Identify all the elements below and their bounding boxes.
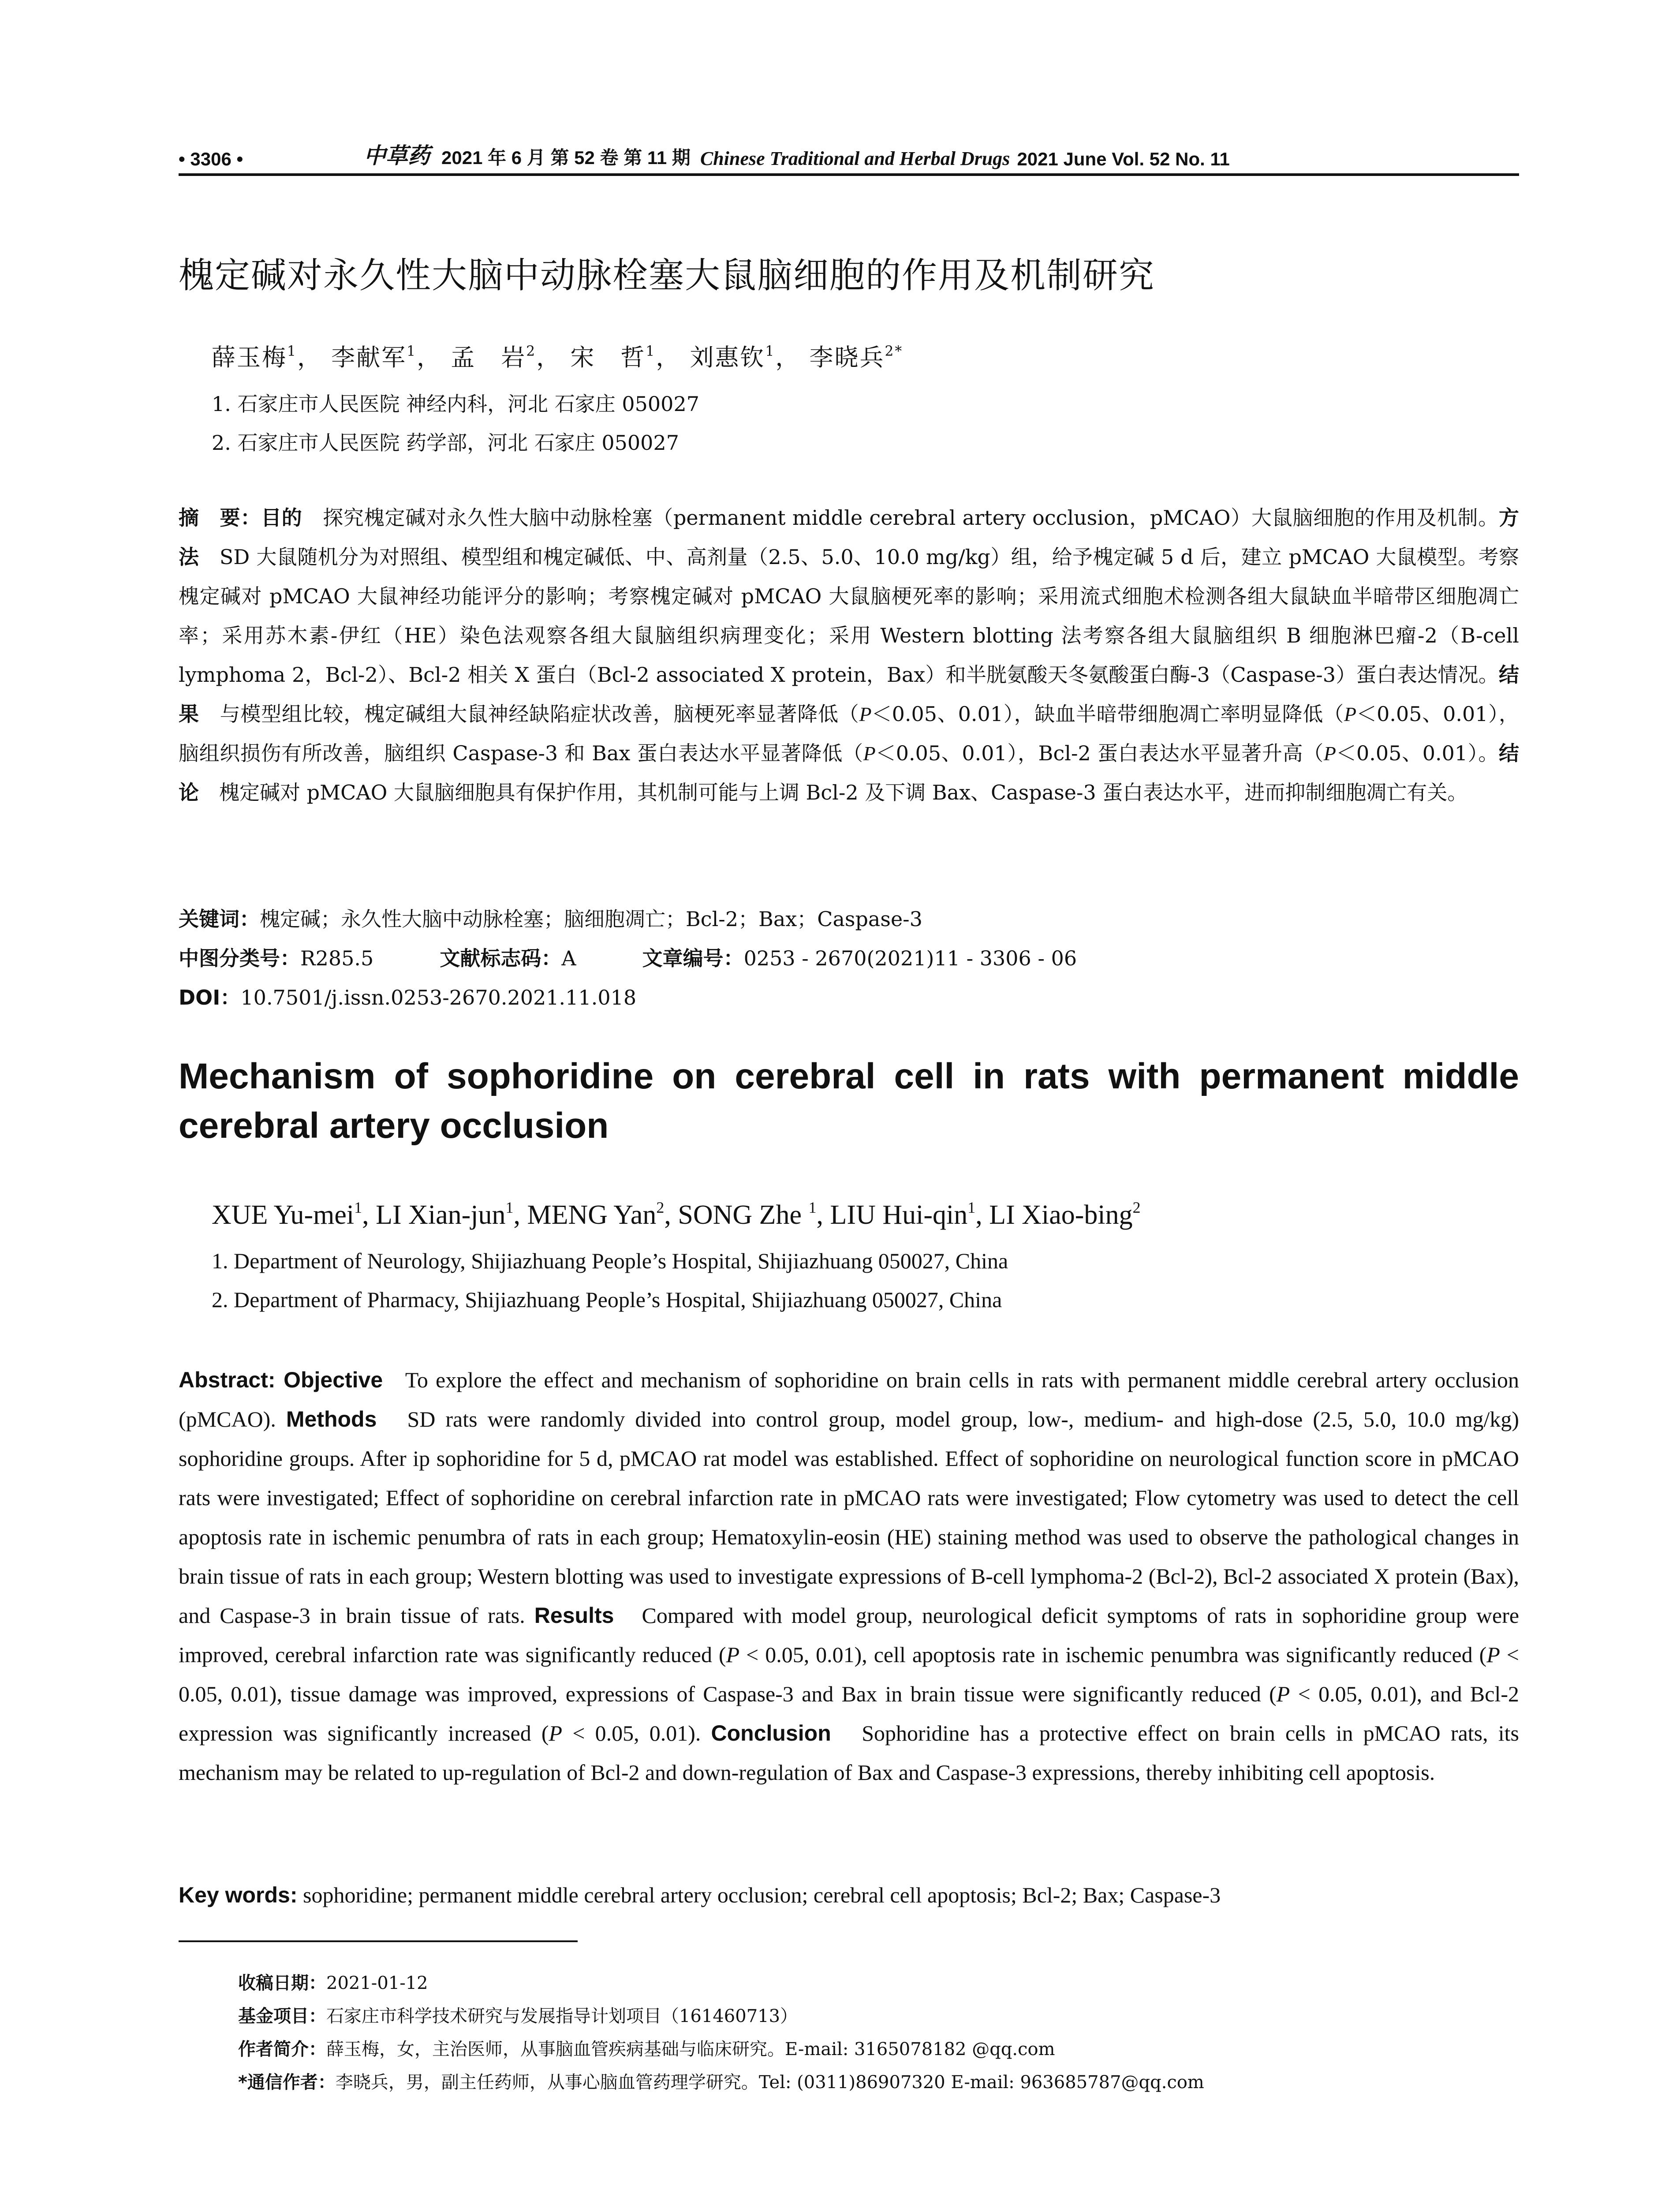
conclusion-label: 结论 bbox=[179, 741, 1519, 804]
zh-title: 槐定碱对永久性大脑中动脉栓塞大鼠脑细胞的作用及机制研究 bbox=[179, 255, 1155, 296]
author-affil-mark: 1 bbox=[287, 344, 297, 360]
footnote-label: 作者简介： bbox=[238, 2039, 326, 2059]
author-name: 李献军 bbox=[331, 344, 407, 371]
en-abstract bbox=[179, 1360, 1519, 1792]
en-affiliation-1: 1. Department of Neurology, Shijiazhuang People’s Hospital, Shijiazhuang 050027, China bbox=[212, 1248, 1008, 1273]
en-title: Mechanism of sophoridine on cerebral cell in rats with permanent middle cerebral artery occlusion bbox=[179, 1056, 1519, 1146]
author-affil-mark: 2 bbox=[1132, 1198, 1141, 1216]
article-no-label: 文章编号： bbox=[642, 946, 744, 970]
p-symbol: P bbox=[1486, 1642, 1500, 1667]
results-text: 与模型组比较，槐定碱组大鼠神经缺陷症状改善，脑梗死率显著降低（ bbox=[220, 702, 859, 726]
doc-code-value: A bbox=[561, 946, 576, 970]
footnote-author-bio bbox=[238, 2035, 1517, 2060]
results-text: ＜0.05、0.01）。 bbox=[1336, 741, 1499, 765]
p-symbol: P bbox=[549, 1721, 563, 1745]
zh-doi bbox=[179, 978, 1519, 1017]
footnote-funding bbox=[238, 2002, 1517, 2027]
en-keywords bbox=[179, 1876, 1519, 1915]
issue-cn: 2021 年 6 月 第 52 卷 第 11 期 bbox=[441, 147, 691, 168]
author-name: 薛玉梅 bbox=[212, 344, 287, 371]
author-affil-mark: 1 bbox=[646, 344, 656, 360]
abstract-label: Abstract: bbox=[179, 1368, 284, 1392]
zh-author-list: 薛玉梅$^1$， 李献军$^1$， 孟 岩$^2$， 宋 哲$^1$， 刘惠钦$^1$， 李晓兵$^{2*}$ bbox=[212, 344, 903, 371]
running-header bbox=[179, 143, 1519, 176]
methods-text: SD rats were randomly divided into control group, model group, low-, medium- and high-dose (2.5, 5.0, 10.0 mg/kg) sophoridine groups. After ip sophoridine for 5 d, pMCAO rat model was established. Effect of sophoridine on neurological function score in pMCAO rats were investigated; Effect of sophoridine on cerebral infarction rate in pMCAO rats were investigated; Flow cytometry was used to detect the cell apoptosis rate in ischemic penumbra of rats in each group; Hematoxylin-eosin (HE) staining method was used to observe the pathological changes in brain tissue of rats in each group; Western blotting was used to investigate expressions of B-cell lymphoma-2 (Bcl-2), Bcl-2 associated X protein (Bax), and Caspase-3 in brain tissue of rats. bbox=[179, 1407, 1519, 1628]
objective-label: Objective bbox=[284, 1368, 383, 1392]
keywords-text: 槐定碱；永久性大脑中动脉栓塞；脑细胞凋亡；Bcl-2；Bax；Caspase-3 bbox=[260, 907, 922, 931]
footnote-received bbox=[238, 1969, 1517, 1994]
p-symbol: P bbox=[859, 703, 872, 725]
results-text: ＜0.05、0.01），缺血半暗带细胞凋亡率明显降低（ bbox=[871, 702, 1344, 726]
journal-name-en: Chinese Traditional and Herbal Drugs bbox=[700, 148, 1010, 169]
abstract-label: 摘 要： bbox=[179, 506, 261, 530]
clc-label: 中图分类号： bbox=[179, 946, 300, 970]
p-symbol: P bbox=[1344, 703, 1357, 725]
results-text: Compared with model group, neurological deficit symptoms of rats in sophoridine group were improved, cerebral infarction rate was significantly reduced ( bbox=[179, 1603, 1519, 1667]
conclusion-text: Sophoridine has a protective effect on brain cells in pMCAO rats, its mechanism may be related to up-regulation of Bcl-2 and down-regulation of Bax and Caspase-3 expressions, thereby inhibiting cell apoptosis. bbox=[179, 1721, 1519, 1785]
en-author-list: XUE Yu-mei$^1$, LI Xian-jun$^1$, MENG Yan$^2$, SONG Zhe $^1$, LIU Hui-qin$^1$, LI Xiao-bing$^2$ bbox=[212, 1198, 1141, 1230]
author-affil-mark: 1 bbox=[765, 344, 776, 360]
author-name: MENG Yan bbox=[527, 1200, 657, 1230]
conclusion-text: 槐定碱对 pMCAO 大鼠脑细胞具有保护作用，其机制可能与上调 Bcl-2 及下调 Bax、Caspase-3 蛋白表达水平，进而抑制细胞凋亡有关。 bbox=[219, 781, 1468, 804]
author-name: XUE Yu-mei bbox=[212, 1200, 355, 1230]
results-text: ＜0.05、0.01），Bcl-2 蛋白表达水平显著升高（ bbox=[875, 741, 1324, 765]
en-affiliation-2: 2. Department of Pharmacy, Shijiazhuang People’s Hospital, Shijiazhuang 050027, China bbox=[212, 1287, 1002, 1312]
footnote-divider bbox=[179, 1940, 578, 1942]
page-number: • 3306 • bbox=[179, 149, 243, 169]
results-text: < 0.05, 0.01). bbox=[562, 1721, 701, 1745]
zh-keywords bbox=[179, 900, 1519, 939]
keywords-label: 关键词： bbox=[179, 907, 260, 931]
author-name: SONG Zhe bbox=[678, 1200, 809, 1230]
author-name: 李晓兵 bbox=[809, 344, 885, 371]
zh-affiliation-1: 1. 石家庄市人民医院 神经内科，河北 石家庄 050027 bbox=[212, 392, 699, 416]
p-symbol: P bbox=[1276, 1682, 1290, 1706]
zh-affiliation-2: 2. 石家庄市人民医院 药学部，河北 石家庄 050027 bbox=[212, 431, 679, 455]
author-affil-mark: 2* bbox=[885, 344, 903, 360]
p-symbol: P bbox=[863, 742, 876, 765]
results-text: < 0.05, 0.01), tissue damage was improved, expressions of Caspase-3 and Bax in brain tissue were significantly reduced ( bbox=[179, 1642, 1519, 1706]
p-symbol: P bbox=[726, 1642, 740, 1667]
author-affil-mark: 1 bbox=[407, 344, 417, 360]
zh-abstract bbox=[179, 498, 1519, 812]
results-label: Results bbox=[534, 1603, 614, 1628]
author-affil-mark: 1 bbox=[354, 1198, 362, 1216]
author-name: LI Xian-jun bbox=[376, 1200, 506, 1230]
author-affil-mark: 1 bbox=[967, 1198, 976, 1216]
methods-text: SD 大鼠随机分为对照组、模型组和槐定碱低、中、高剂量（2.5、5.0、10.0 mg/kg）组，给予槐定碱 5 d 后，建立 pMCAO 大鼠模型。考察槐定碱对 pMCAO 大鼠神经功能评分的影响；考察槐定碱对 pMCAO 大鼠脑梗死率的影响；采用流式细胞术检测各组大鼠缺血半暗带区细胞凋亡率；采用苏木素-伊红（HE）染色法观察各组大鼠脑组织病理变化；采用 Western blotting 法考察各组大鼠脑组织 B 细胞淋巴瘤-2（B-cell lymphoma 2，Bcl-2）、Bcl-2 相关 X 蛋白（Bcl-2 associated X protein，Bax）和半胱氨酸天冬氨酸蛋白酶-3（Caspase-3）蛋白表达情况。 bbox=[179, 545, 1519, 687]
footnote-label: 基金项目： bbox=[238, 2006, 326, 2026]
footnote-corresponding bbox=[238, 2068, 1517, 2093]
author-name: 刘惠钦 bbox=[690, 344, 765, 371]
doi-value: 10.7501/j.issn.0253-2670.2021.11.018 bbox=[240, 986, 637, 1009]
results-label: 结果 bbox=[179, 663, 1519, 726]
article-no-value: 0253 - 2670(2021)11 - 3306 - 06 bbox=[743, 946, 1077, 970]
issue-en: 2021 June Vol. 52 No. 11 bbox=[1017, 149, 1230, 169]
author-name: 孟 岩 bbox=[451, 344, 526, 371]
objective-label: 目的 bbox=[261, 506, 302, 530]
conclusion-label: Conclusion bbox=[711, 1721, 831, 1745]
zh-classification bbox=[179, 939, 1519, 978]
footnote-text: 石家庄市科学技术研究与发展指导计划项目（161460713） bbox=[326, 2006, 798, 2026]
keywords-text: sophoridine; permanent middle cerebral artery occlusion; cerebral cell apoptosis; Bcl-2; Bax; Caspase-3 bbox=[303, 1883, 1221, 1907]
doi-label: DOI： bbox=[179, 986, 241, 1009]
doc-code-label: 文献标志码： bbox=[440, 946, 562, 970]
author-name: 宋 哲 bbox=[570, 344, 646, 371]
footnote-label: *通信作者： bbox=[238, 2072, 336, 2093]
objective-text: 探究槐定碱对永久性大脑中动脉栓塞（permanent middle cerebral artery occlusion，pMCAO）大鼠脑细胞的作用及机制。 bbox=[323, 506, 1499, 530]
journal-brand: 中草药 bbox=[364, 142, 430, 168]
methods-label: 方法 bbox=[179, 506, 1519, 569]
methods-label: Methods bbox=[286, 1407, 377, 1431]
author-affil-mark: 2 bbox=[656, 1198, 665, 1216]
results-text: ＜0.05、0.01），脑组织损伤有所改善，脑组织 Caspase-3 和 Bax 蛋白表达水平显著降低（ bbox=[179, 702, 1519, 765]
footnote-text: 2021-01-12 bbox=[326, 1973, 428, 1993]
footnote-label: 收稿日期： bbox=[238, 1973, 326, 1993]
p-symbol: P bbox=[1323, 742, 1337, 765]
keywords-label: Key words: bbox=[179, 1883, 298, 1907]
author-affil-mark: 1 bbox=[808, 1198, 817, 1216]
clc-value: R285.5 bbox=[300, 946, 374, 970]
author-affil-mark: 2 bbox=[526, 344, 537, 360]
footnote-text: 李晓兵，男，副主任药师，从事心脑血管药理学研究。Tel: (0311)86907320 E-mail: 963685787@qq.com bbox=[335, 2072, 1204, 2093]
author-name: LI Xiao-bing bbox=[989, 1200, 1133, 1230]
results-text: < 0.05, 0.01), cell apoptosis rate in ischemic penumbra was significantly reduced ( bbox=[739, 1642, 1487, 1667]
results-text: < 0.05, 0.01), and Bcl-2 expression was significantly increased ( bbox=[179, 1682, 1519, 1745]
author-affil-mark: 1 bbox=[505, 1198, 514, 1216]
footnote-text: 薛玉梅，女，主治医师，从事脑血管疾病基础与临床研究。E-mail: 3165078182 @qq.com bbox=[326, 2039, 1055, 2059]
author-name: LIU Hui-qin bbox=[830, 1200, 968, 1230]
objective-text: To explore the effect and mechanism of sophoridine on brain cells in rats with permanent middle cerebral artery occlusion (pMCAO). bbox=[179, 1368, 1519, 1431]
